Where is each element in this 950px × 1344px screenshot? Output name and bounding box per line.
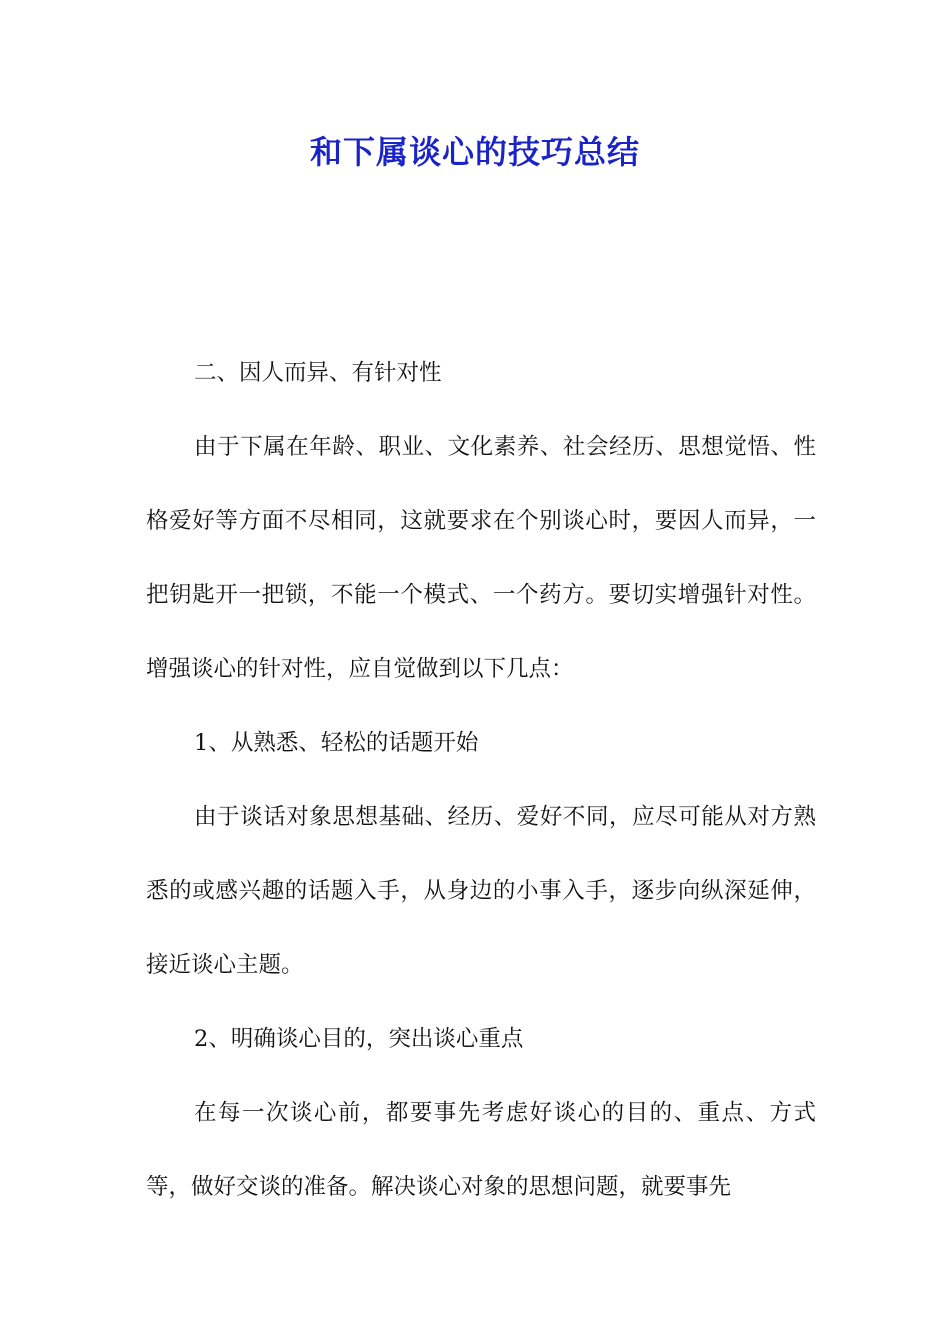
body-paragraph: 由于谈话对象思想基础、经历、爱好不同，应尽可能从对方熟悉的或感兴趣的话题入手，从身边的小事入手，逐步向纵深延伸，接近谈心主题。 bbox=[146, 804, 816, 978]
section-heading: 2、明确谈心目的，突出谈心重点 bbox=[194, 1026, 524, 1052]
section-heading: 1、从熟悉、轻松的话题开始 bbox=[194, 730, 479, 756]
section-heading: 二、因人而异、有针对性 bbox=[194, 360, 442, 386]
document-body bbox=[146, 336, 816, 1224]
body-paragraph: 由于下属在年龄、职业、文化素养、社会经历、思想觉悟、性格爱好等方面不尽相同，这就要求在个别谈心时，要因人而异，一把钥匙开一把锁，不能一个模式、一个药方。要切实增强针对性。增强谈心的针对性，应自觉做到以下几点： bbox=[146, 434, 816, 682]
body-paragraph: 在每一次谈心前，都要事先考虑好谈心的目的、重点、方式等，做好交谈的准备。解决谈心对象的思想问题，就要事先 bbox=[146, 1100, 816, 1200]
document-title: 和下属谈心的技巧总结 bbox=[309, 133, 640, 171]
